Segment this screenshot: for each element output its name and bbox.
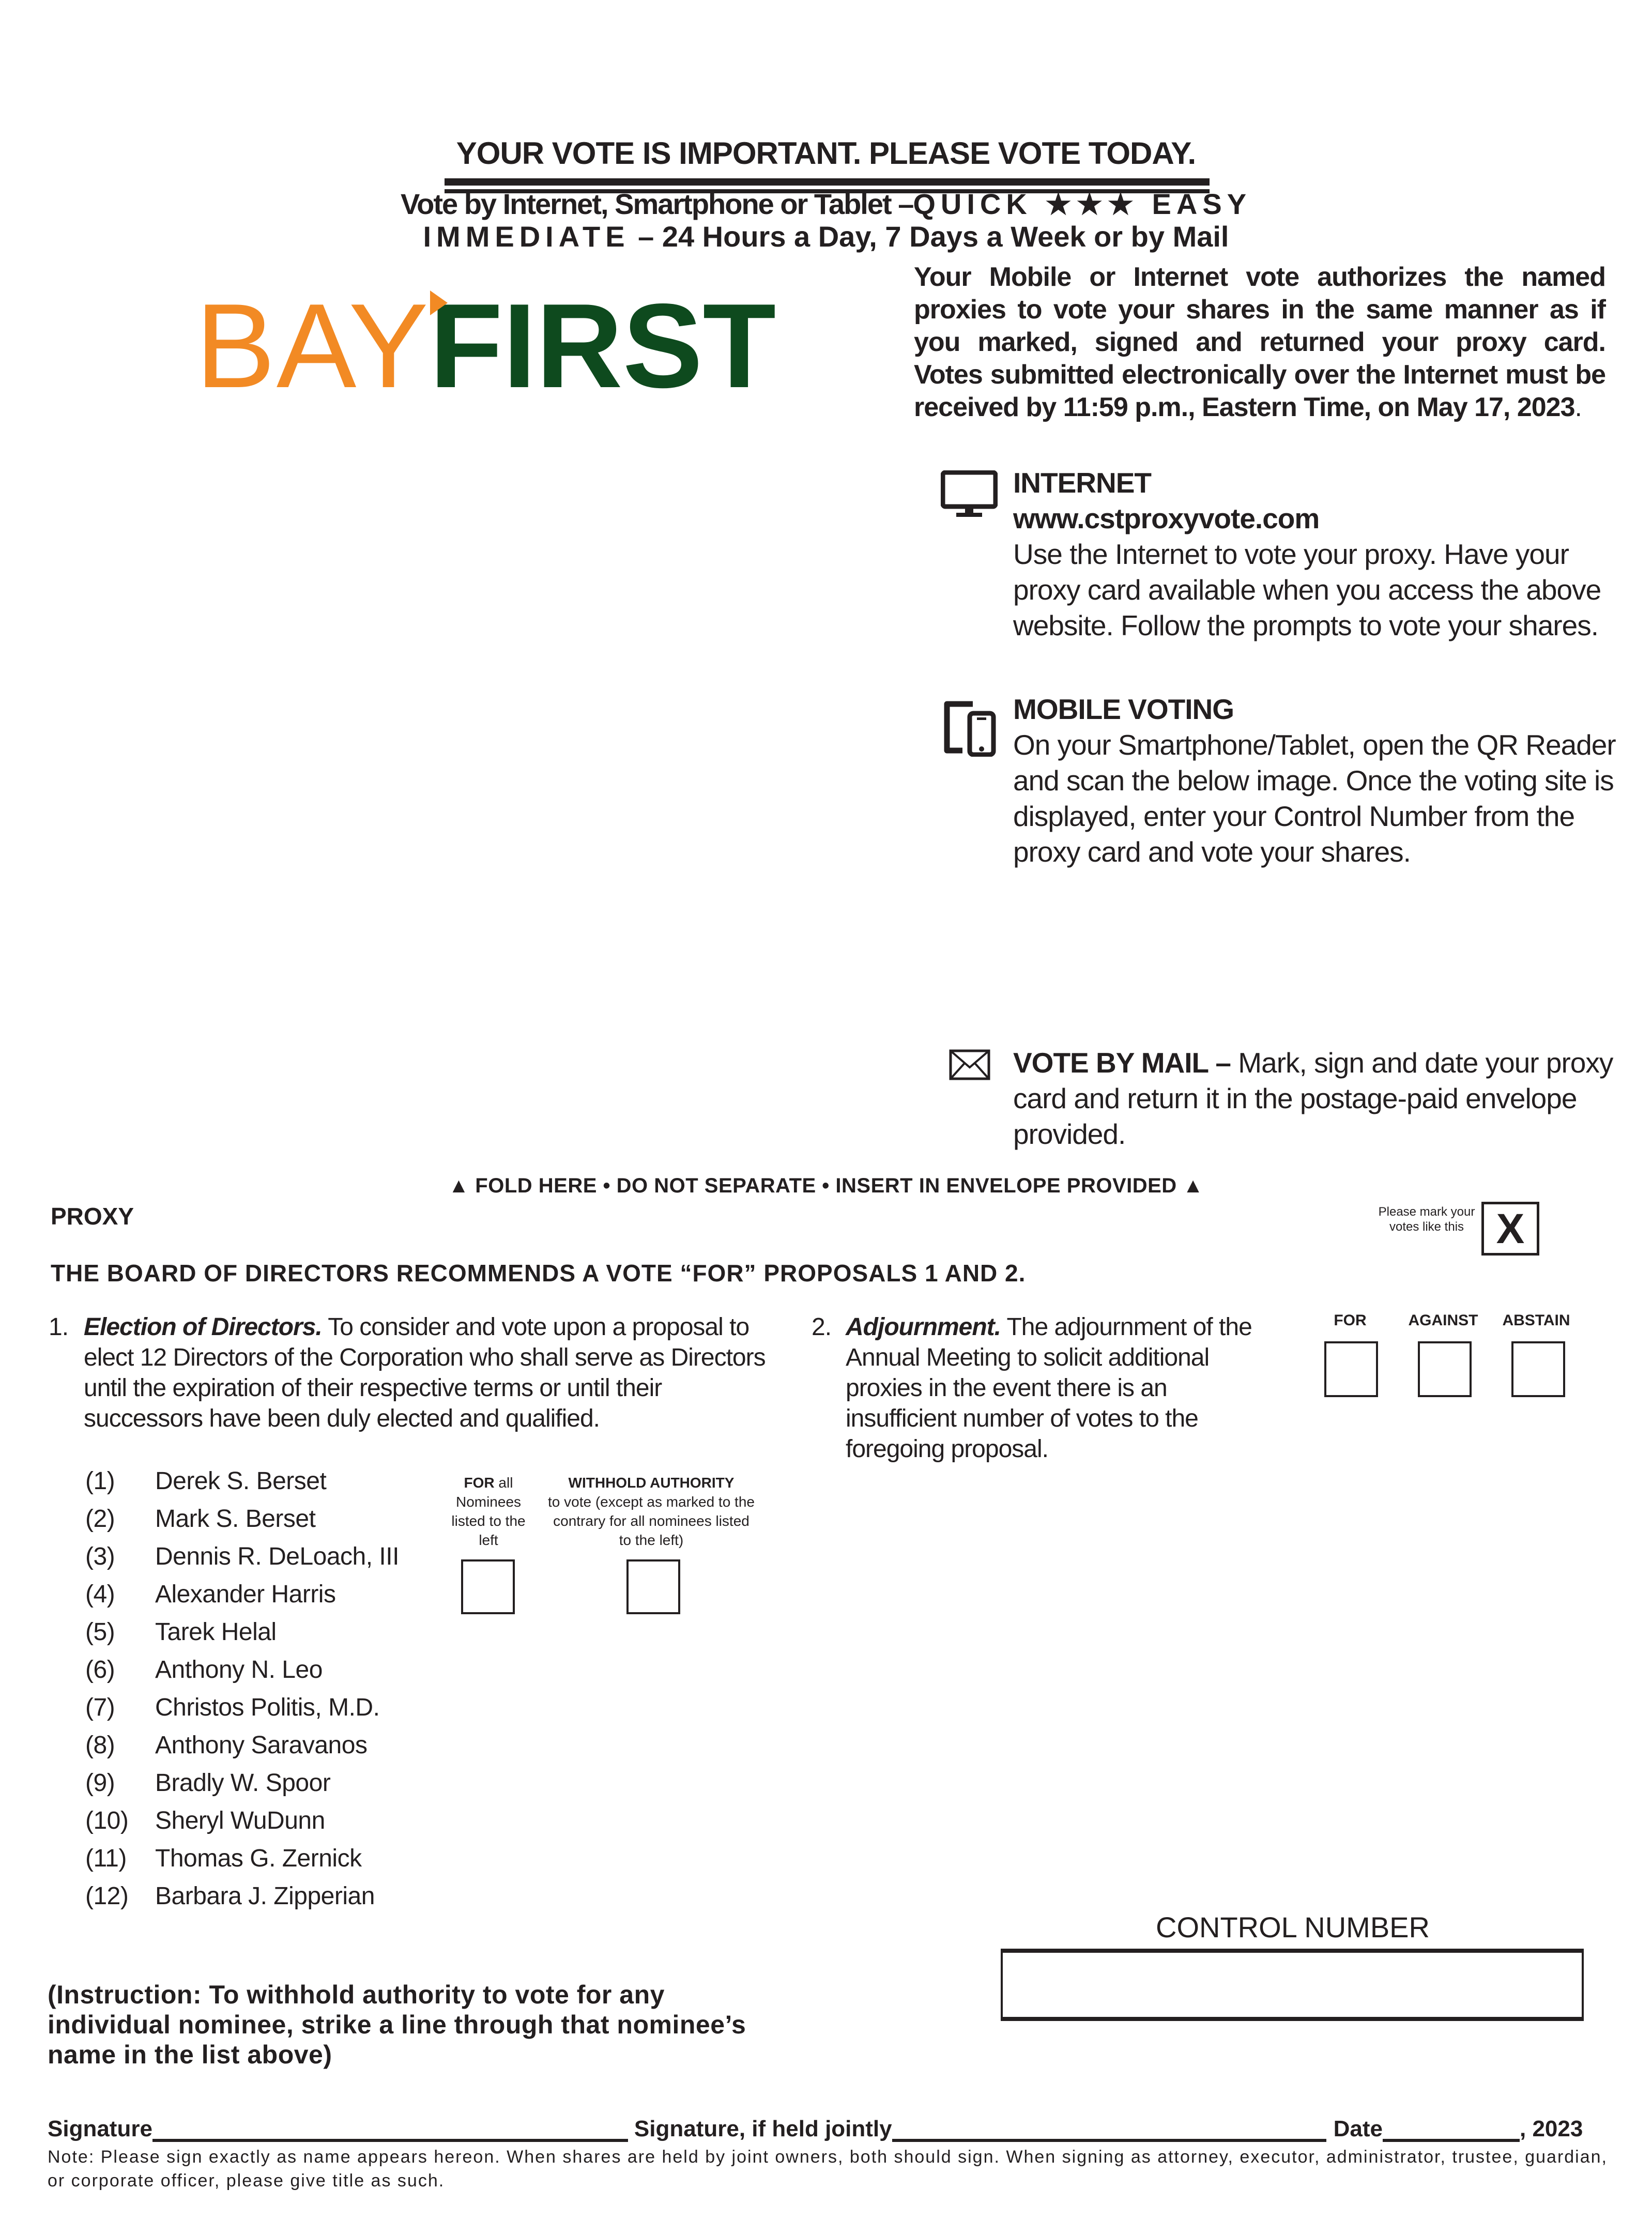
header-subtitle-quick-easy: QUICK ★★★ EASY (913, 188, 1252, 220)
header-title: YOUR VOTE IS IMPORTANT. PLEASE VOTE TODAY. (456, 136, 1196, 171)
header-immediate: IMMEDIATE (423, 220, 630, 253)
nominee-name: Sheryl WuDunn (155, 1807, 325, 1834)
nominee-item (85, 1656, 323, 1684)
joint-signature-label: Signature, if held jointly (634, 2116, 892, 2141)
nominee-name: Christos Politis, M.D. (155, 1694, 380, 1721)
proposal-2-against-checkbox[interactable] (1418, 1341, 1472, 1397)
proposal-2-abstain-checkbox[interactable] (1511, 1341, 1565, 1397)
nominee-number: (1) (85, 1467, 115, 1495)
board-recommendation: THE BOARD OF DIRECTORS RECOMMENDS A VOTE “FOR” PROPOSALS 1 AND 2. (51, 1260, 1026, 1287)
authorization-text: Your Mobile or Internet vote authorizes the named proxies to vote your shares in the same manner as if you marked, signed and returned your proxy card. Votes submitted electronically over the Internet must be received by 11:59 p.m., Eastern Time, on May 17, 2023 (914, 262, 1605, 422)
nominee-number: (8) (85, 1732, 115, 1759)
mobile-voting-section (1013, 692, 1618, 870)
joint-signature-line[interactable] (892, 2118, 1326, 2142)
nominee-item (85, 1807, 325, 1835)
header-subtitle-prefix: Vote by Internet, Smartphone or Tablet – (400, 188, 913, 220)
logo-bay: BAY (195, 279, 430, 413)
signature-line[interactable] (152, 2118, 628, 2142)
proposal-1-text: To consider and vote upon a proposal to elect 12 Directors of the Corporation who shall serve as Directors until the expiration of their respective terms or until their successors have been duly elected and qualified. (84, 1313, 766, 1432)
control-number-label: CONTROL NUMBER (1156, 1911, 1430, 1943)
control-number-box (1001, 1949, 1584, 2021)
envelope-icon (949, 1049, 990, 1080)
proposal-2-title: Adjournment. (846, 1313, 1001, 1341)
nominee-item (85, 1580, 335, 1609)
date-line[interactable] (1383, 2118, 1520, 2142)
nominee-name: Anthony N. Leo (155, 1656, 323, 1683)
for-all-label (445, 1473, 532, 1550)
nominee-item (85, 1618, 277, 1646)
nominee-item (85, 1882, 375, 1910)
date-year: , 2023 (1520, 2116, 1583, 2141)
monitor-icon (941, 470, 998, 518)
nominee-number: (7) (85, 1694, 115, 1721)
fold-notice: ▲ FOLD HERE • DO NOT SEPARATE • INSERT IN ENVELOPE PROVIDED ▲ (448, 1174, 1204, 1197)
nominee-item (85, 1844, 362, 1873)
withhold-label-bold: WITHHOLD AUTHORITY (568, 1475, 735, 1491)
nominee-number: (3) (85, 1543, 115, 1570)
internet-heading: INTERNET (1013, 467, 1151, 499)
authorization-period: . (1574, 392, 1582, 422)
nominee-number: (10) (85, 1807, 129, 1834)
nominee-name: Alexander Harris (155, 1581, 336, 1608)
nominee-item (85, 1731, 367, 1759)
withhold-instruction: (Instruction: To withhold authority to vote for any individual nominee, strike a line through that nominee’s name in the list above) (48, 1980, 746, 2069)
proposal-1-number: 1. (49, 1313, 69, 1341)
nominee-item (85, 1505, 315, 1533)
proposal-1-withhold-checkbox[interactable] (626, 1559, 680, 1614)
mark-example-box: X (1481, 1202, 1539, 1256)
nominee-name: Derek S. Berset (155, 1467, 327, 1495)
nominee-name: Barbara J. Zipperian (155, 1882, 375, 1910)
proposal-1-title: Election of Directors. (84, 1313, 322, 1341)
nominee-item (85, 1467, 326, 1495)
nominee-number: (5) (85, 1618, 115, 1646)
proposal-2-text: The adjournment of the Annual Meeting to solicit additional proxies in the event there is an insufficient number of votes to the foregoing proposal. (846, 1313, 1252, 1463)
nominee-name: Bradly W. Spoor (155, 1769, 331, 1797)
nominee-name: Tarek Helal (155, 1618, 277, 1646)
mail-voting-section (1013, 1045, 1618, 1152)
bayfirst-logo (195, 279, 776, 413)
proposal-1 (49, 1312, 783, 1434)
nominee-number: (2) (85, 1505, 115, 1533)
proposal-2-abstain-header: ABSTAIN (1502, 1312, 1570, 1329)
signature-label: Signature (48, 2116, 152, 2141)
nominee-item (85, 1542, 399, 1571)
nominee-name: Anthony Saravanos (155, 1732, 368, 1759)
proposal-2-for-header: FOR (1334, 1312, 1367, 1329)
proposal-2 (812, 1312, 1266, 1464)
internet-instructions: Use the Internet to vote your proxy. Have your proxy card available when you access the above website. Follow the prompts to vote your shares. (1013, 538, 1601, 641)
authorization-notice (914, 261, 1605, 424)
proposal-1-for-all-checkbox[interactable] (461, 1559, 515, 1614)
nominee-item (85, 1769, 330, 1797)
nominee-number: (12) (85, 1882, 129, 1910)
proposal-2-number: 2. (812, 1313, 832, 1341)
proposal-2-against-header: AGAINST (1408, 1312, 1478, 1329)
for-all-label-bold: FOR (464, 1475, 495, 1491)
mail-instructions: Mark, sign and date your proxy card and return it in the postage-paid envelope provided. (1013, 1047, 1613, 1150)
signature-row (48, 2116, 1603, 2142)
header-availability: – 24 Hours a Day, 7 Days a Week or by Mail (630, 220, 1229, 253)
mobile-heading: MOBILE VOTING (1013, 693, 1234, 725)
date-label: Date (1333, 2116, 1383, 2141)
mobile-devices-icon (942, 699, 998, 757)
nominee-number: (11) (85, 1845, 127, 1872)
nominee-number: (4) (85, 1581, 115, 1608)
signing-note: Note: Please sign exactly as name appears hereon. When shares are held by joint owners, both should sign. When signing as attorney, executor, administrator, trustee, guardian, or corporate officer, please give title as such. (48, 2147, 1608, 2191)
header-subtitle-line2 (0, 220, 1652, 253)
proxy-label: PROXY (51, 1203, 134, 1230)
nominee-name: Dennis R. DeLoach, III (155, 1543, 399, 1570)
for-all-label-text: all Nominees listed to the left (451, 1475, 526, 1548)
header-subtitle-line1 (0, 187, 1652, 221)
nominee-number: (6) (85, 1656, 115, 1683)
nominee-name: Thomas G. Zernick (155, 1845, 362, 1872)
mobile-instructions: On your Smartphone/Tablet, open the QR Reader and scan the below image. Once the voting site is displayed, enter your Control Number from the proxy card and vote your shares. (1013, 729, 1616, 868)
nominee-number: (9) (85, 1769, 115, 1797)
logo-flag-icon (430, 290, 448, 315)
nominee-name: Mark S. Berset (155, 1505, 316, 1533)
internet-url-link[interactable]: www.cstproxyvote.com (1013, 502, 1320, 534)
withhold-label (548, 1473, 755, 1550)
internet-voting-section (1013, 465, 1618, 644)
withhold-label-text: to vote (except as marked to the contrary for all nominees listed to the left) (548, 1494, 755, 1548)
proposal-2-for-checkbox[interactable] (1324, 1341, 1378, 1397)
header-rule-thick (445, 178, 1210, 186)
mark-example-label: Please mark your votes like this (1378, 1205, 1475, 1234)
mail-heading: VOTE BY MAIL – (1013, 1047, 1231, 1079)
logo-first: FIRST (430, 279, 776, 413)
nominee-item (85, 1693, 379, 1722)
